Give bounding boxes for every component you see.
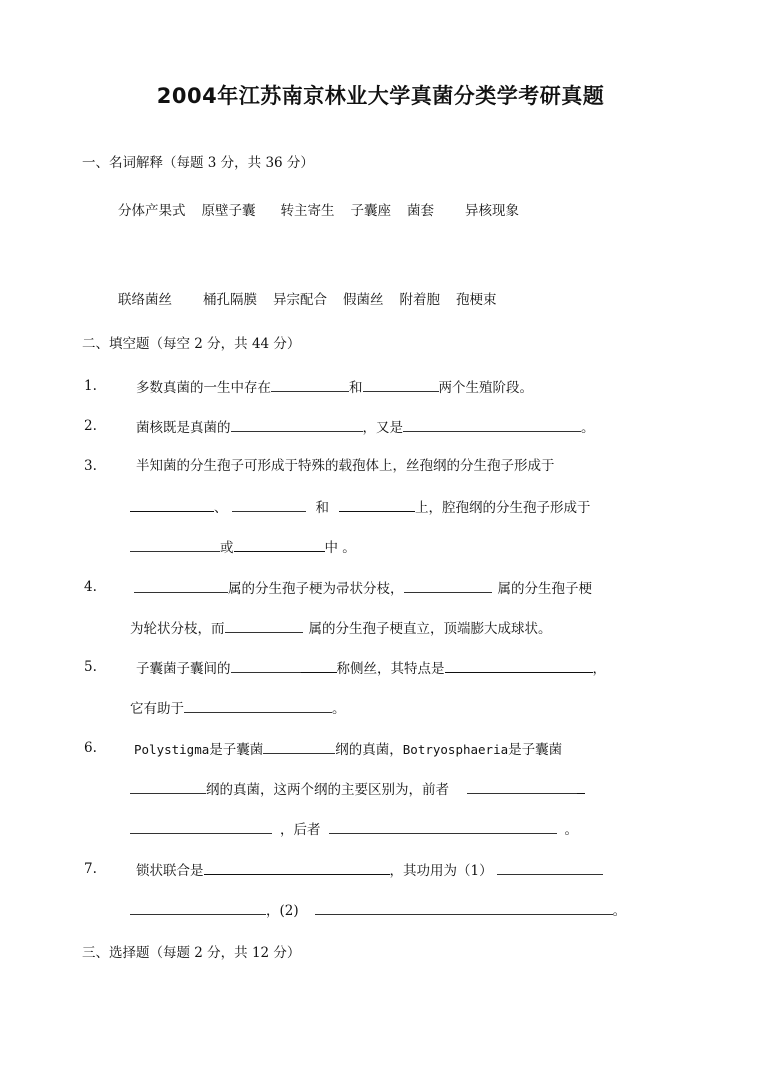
question-6-line-2: 纲的真菌，这两个纲的主要区别为，前者	[130, 778, 585, 800]
blank	[315, 899, 613, 915]
blank	[497, 859, 603, 875]
blank	[130, 818, 272, 834]
blank	[271, 376, 349, 392]
question-number: 2.	[84, 418, 97, 434]
term-row-2	[118, 290, 497, 310]
blank	[329, 818, 557, 834]
question-number: 6.	[84, 740, 97, 756]
genus-name: Botryosphaeria	[402, 742, 509, 757]
question-number: 7.	[84, 861, 97, 877]
question-7-line-1: 锁状联合是 ，其功用为（1）	[136, 859, 603, 881]
blank	[234, 536, 325, 552]
question-1: 多数真菌的一生中存在 和 两个生殖阶段。	[136, 376, 533, 398]
term: 附着胞	[399, 292, 440, 308]
question-5-line-1: 子囊菌子囊间的 称侧丝，其特点是 ，	[136, 657, 606, 679]
blank	[232, 496, 306, 512]
blank	[225, 617, 303, 633]
question-3-line-1: 半知菌的分生孢子可形成于特殊的载孢体上，丝孢纲的分生孢子形成于	[136, 458, 555, 474]
blank	[184, 697, 332, 713]
question-7-line-2: ，(2) 。	[130, 899, 626, 921]
question-number: 1.	[84, 378, 97, 394]
question-number: 3.	[84, 458, 97, 474]
term: 异宗配合	[273, 292, 327, 308]
section-1-heading: 一、名词解释（每题 3 分，共 36 分）	[82, 155, 314, 171]
blank	[130, 778, 206, 794]
term: 假菌丝	[343, 292, 384, 308]
blank	[134, 577, 228, 593]
question-number: 4.	[84, 579, 97, 595]
question-6-line-1: Polystigma是子囊菌 纲的真菌，Botryosphaeria是子囊菌	[134, 738, 562, 760]
question-3-line-3: 或 中 。	[130, 536, 356, 558]
term: 原壁子囊	[201, 203, 256, 219]
term: 桶孔隔膜	[203, 292, 257, 308]
blank	[231, 416, 363, 432]
blank	[467, 778, 577, 794]
question-2: 菌核既是真菌的 ，又是 。	[136, 416, 595, 438]
question-6-line-3: ，后者 。	[130, 818, 578, 840]
blank	[130, 536, 220, 552]
question-5-line-2: 它有助于 。	[130, 697, 346, 719]
blank	[263, 738, 335, 754]
term: 菌套	[407, 203, 434, 219]
section-3-heading: 三、选择题（每题 2 分，共 12 分）	[82, 945, 301, 961]
blank	[404, 577, 492, 593]
blank	[130, 496, 214, 512]
term-row-1	[118, 201, 519, 221]
question-3-line-2: 、 和 上，腔孢纲的分生孢子形成于	[130, 496, 591, 518]
term: 子囊座	[350, 203, 391, 219]
blank	[339, 496, 415, 512]
blank	[204, 859, 390, 875]
section-2-heading: 二、填空题（每空 2 分，共 44 分）	[82, 336, 301, 352]
page-title: 2004年江苏南京林业大学真菌分类学考研真题	[156, 84, 605, 108]
term: 联络菌丝	[118, 292, 172, 308]
blank	[130, 899, 266, 915]
question-4-line-2: 为轮状分枝，而 属的分生孢子梗直立，顶端膨大成球状。	[130, 617, 552, 639]
term: 转主寄生	[280, 203, 335, 219]
genus-name: Polystigma	[134, 742, 210, 757]
term: 异核现象	[465, 203, 519, 219]
term: 分体产果式	[118, 203, 186, 219]
blank	[363, 376, 439, 392]
blank	[403, 416, 581, 432]
question-number: 5.	[84, 659, 97, 675]
blank	[301, 657, 337, 673]
blank	[577, 778, 585, 794]
question-4-line-1: 属的分生孢子梗为帚状分枝， 属的分生孢子梗	[134, 577, 592, 599]
blank	[445, 657, 593, 673]
blank	[231, 657, 301, 673]
term: 孢梗束	[456, 292, 497, 308]
